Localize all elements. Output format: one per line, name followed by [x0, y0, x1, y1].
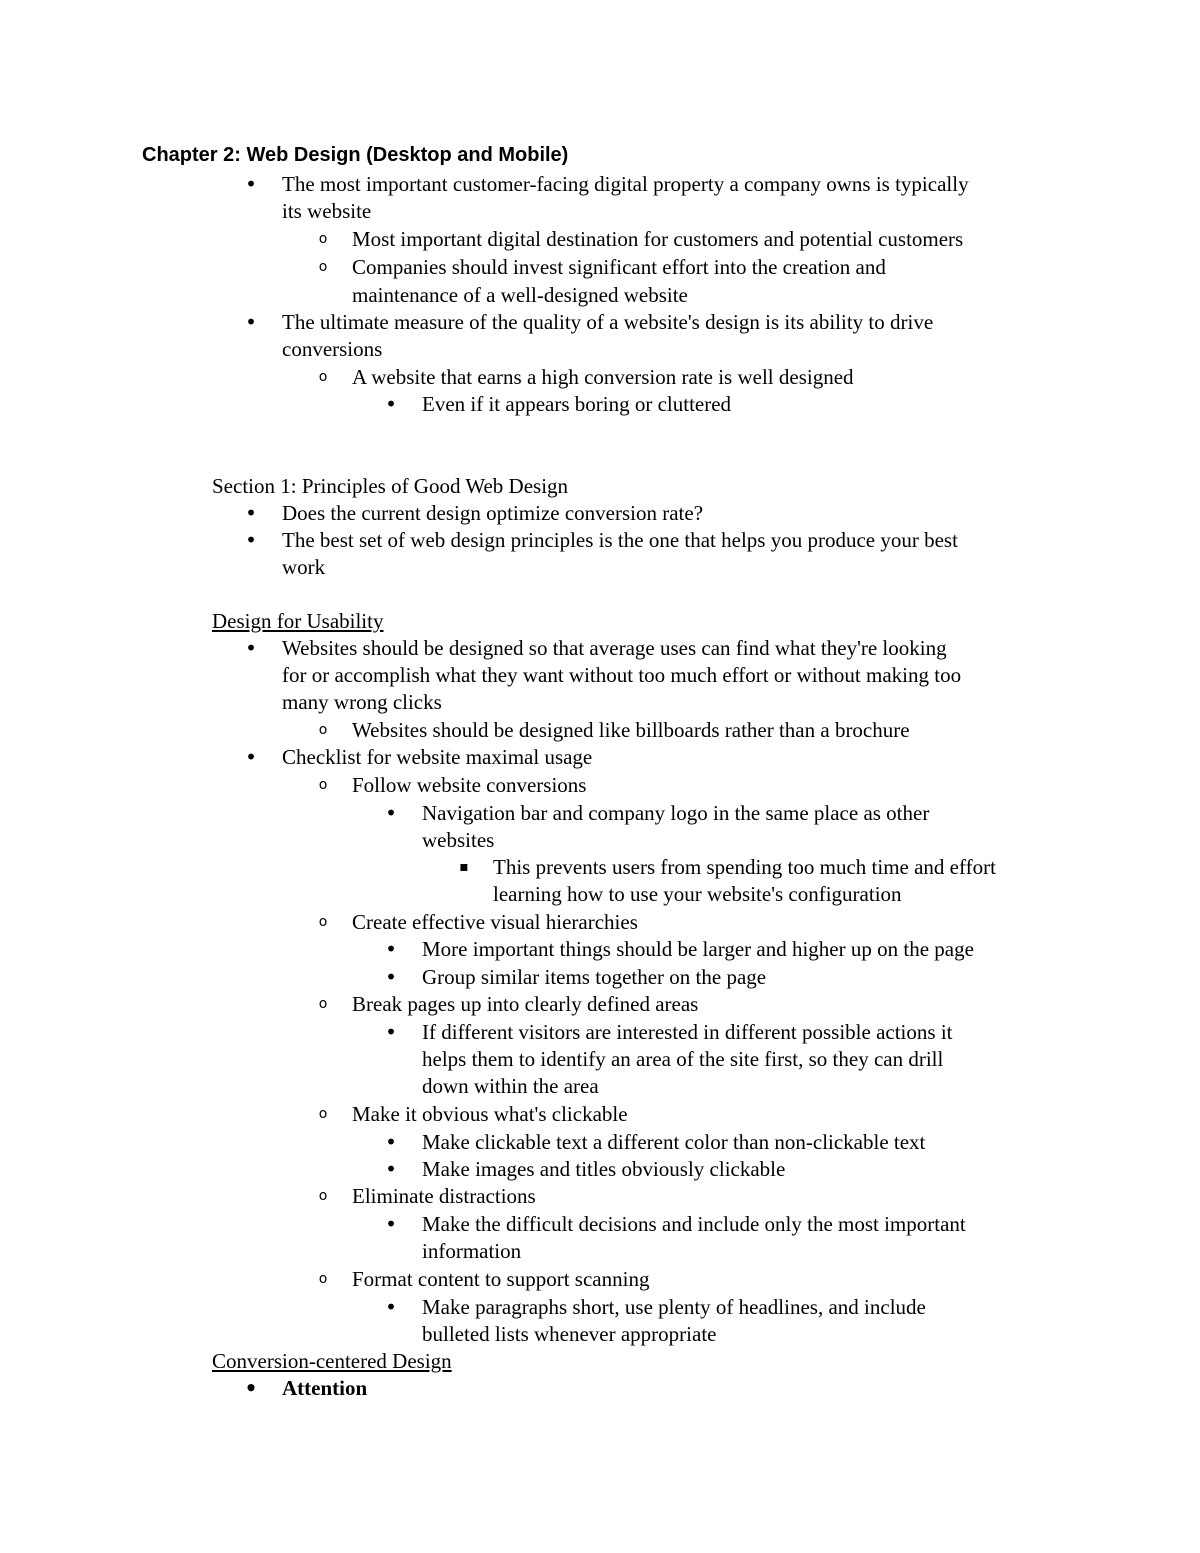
list-item-text: Group similar items together on the page [422, 965, 767, 989]
list-item [385, 964, 767, 991]
list-item [318, 909, 638, 936]
list-item [245, 309, 934, 336]
list-item [385, 391, 732, 418]
list-item-continuation [352, 282, 688, 309]
list-item-continuation [282, 662, 961, 689]
bullet-icon: • [245, 636, 257, 660]
list-item-text: Format content to support scanning [352, 1267, 650, 1291]
list-item-text: for or accomplish what they want without too much effort or without making too [282, 663, 962, 687]
list-item-text: A website that earns a high conversion rate is well designed [352, 365, 854, 389]
list-item-text: helps them to identify an area of the site first, so they can drill [422, 1047, 944, 1071]
list-item [318, 1266, 650, 1293]
bullet-icon: • [385, 1130, 397, 1154]
chapter-title: Chapter 2: Web Design (Desktop and Mobile) [142, 144, 569, 166]
hollow-bullet-icon: o [318, 259, 328, 275]
list-item [318, 254, 886, 281]
list-item-text: Most important digital destination for customers and potential customers [352, 227, 964, 251]
list-item-continuation [282, 336, 382, 363]
list-item [245, 744, 593, 771]
list-item-text: Break pages up into clearly defined areas [352, 992, 699, 1016]
bullet-icon: • [385, 1020, 397, 1044]
section-heading: Section 1: Principles of Good Web Design [212, 474, 569, 498]
bullet-icon: • [385, 1157, 397, 1181]
hollow-bullet-icon: o [318, 231, 328, 247]
list-item [385, 1211, 966, 1238]
list-item [318, 1101, 628, 1128]
list-item-text: many wrong clicks [282, 690, 442, 714]
bullet-icon: • [245, 310, 257, 334]
list-item-text: Checklist for website maximal usage [282, 745, 593, 769]
list-item-text: information [422, 1239, 522, 1263]
list-item-text: Websites should be designed like billboards rather than a brochure [352, 718, 910, 742]
list-item [318, 717, 910, 744]
bullet-icon: • [385, 392, 397, 416]
hollow-bullet-icon: o [318, 1271, 328, 1287]
list-item [385, 936, 974, 963]
list-item-continuation [422, 1238, 521, 1265]
list-item-text: Does the current design optimize conversion rate? [282, 501, 704, 525]
list-item [318, 226, 964, 253]
list-item-text: Make the difficult decisions and include only the most important [422, 1212, 966, 1236]
list-item-text: websites [422, 828, 495, 852]
list-item-continuation [422, 827, 494, 854]
list-item-continuation [422, 1073, 599, 1100]
list-item [245, 171, 969, 198]
section-heading-conversion: Conversion-centered Design [212, 1349, 452, 1373]
list-item-text: Attention [282, 1376, 368, 1400]
bullet-icon: • [245, 528, 257, 552]
list-item [318, 364, 854, 391]
hollow-bullet-icon: o [318, 369, 328, 385]
list-item [459, 854, 996, 881]
hollow-bullet-icon: o [318, 777, 328, 793]
list-item [385, 1156, 786, 1183]
list-item-text: down within the area [422, 1074, 599, 1098]
list-item-text: Eliminate distractions [352, 1184, 536, 1208]
bullet-icon: • [245, 501, 257, 525]
list-item-text: Make it obvious what's clickable [352, 1102, 628, 1126]
list-item-continuation [282, 554, 325, 581]
list-item-continuation [282, 689, 442, 716]
list-item-text: conversions [282, 337, 383, 361]
list-item-text: Make images and titles obviously clickable [422, 1157, 786, 1181]
list-item [385, 1129, 926, 1156]
list-item-text: learning how to use your website's configuration [493, 882, 902, 906]
bullet-icon: • [245, 172, 257, 196]
list-item [385, 1294, 926, 1321]
list-item-text: The most important customer-facing digital property a company owns is typically [282, 172, 969, 196]
hollow-bullet-icon: o [318, 1106, 328, 1122]
list-item-text: More important things should be larger and higher up on the page [422, 937, 974, 961]
list-item [244, 1375, 368, 1402]
list-item-text: Even if it appears boring or cluttered [422, 392, 732, 416]
hollow-bullet-icon: o [318, 1188, 328, 1204]
list-item [318, 991, 699, 1018]
list-item-text: Navigation bar and company logo in the same place as other [422, 801, 930, 825]
list-item-text: Make clickable text a different color than non-clickable text [422, 1130, 926, 1154]
hollow-bullet-icon: o [318, 722, 328, 738]
list-item [245, 500, 704, 527]
list-item-text: work [282, 555, 326, 579]
list-item [245, 635, 947, 662]
list-item-continuation [422, 1046, 943, 1073]
list-item-text: This prevents users from spending too much time and effort [493, 855, 996, 879]
list-item-text: Make paragraphs short, use plenty of headlines, and include [422, 1295, 926, 1319]
list-item-continuation [282, 198, 371, 225]
list-item-text: The ultimate measure of the quality of a website's design is its ability to drive [282, 310, 934, 334]
bullet-icon: • [245, 745, 257, 769]
list-item [318, 772, 587, 799]
list-item-continuation [493, 881, 902, 908]
bullet-icon: • [385, 1295, 397, 1319]
list-item [385, 800, 930, 827]
list-item-text: Companies should invest significant effort into the creation and [352, 255, 886, 279]
list-item-text: Follow website conversions [352, 773, 587, 797]
list-item-text: its website [282, 199, 372, 223]
list-item [245, 527, 958, 554]
list-item [318, 1183, 536, 1210]
square-bullet-icon: ▪ [459, 859, 469, 875]
list-item-text: If different visitors are interested in different possible actions it [422, 1020, 953, 1044]
bullet-icon: • [385, 965, 397, 989]
list-item-text: The best set of web design principles is the one that helps you produce your best [282, 528, 958, 552]
list-item [385, 1019, 953, 1046]
hollow-bullet-icon: o [318, 996, 328, 1012]
bullet-icon: • [385, 801, 397, 825]
list-item-text: bulleted lists whenever appropriate [422, 1322, 717, 1346]
list-item-text: Create effective visual hierarchies [352, 910, 638, 934]
hollow-bullet-icon: o [318, 914, 328, 930]
list-item-continuation [422, 1321, 716, 1348]
bullet-icon: • [385, 1212, 397, 1236]
list-item-text: Websites should be designed so that average uses can find what they're looking [282, 636, 947, 660]
list-item-text: maintenance of a well-designed website [352, 283, 688, 307]
section-heading-usability: Design for Usability [212, 609, 384, 633]
bullet-icon: • [244, 1376, 258, 1400]
bullet-icon: • [385, 937, 397, 961]
